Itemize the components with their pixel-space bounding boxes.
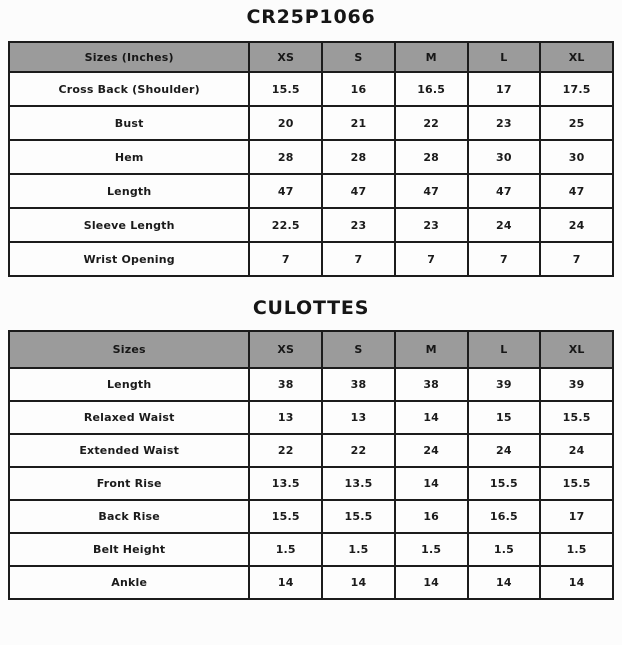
measurement-label: Relaxed Waist bbox=[9, 401, 249, 434]
size-column-header: XL bbox=[540, 42, 613, 72]
measurement-value: 16.5 bbox=[395, 72, 468, 106]
garment-size-table bbox=[8, 41, 614, 277]
measurement-value: 7 bbox=[249, 242, 322, 276]
measurement-value: 14 bbox=[395, 401, 468, 434]
measurement-value: 17 bbox=[540, 500, 613, 533]
measurement-value: 39 bbox=[540, 368, 613, 401]
table-row bbox=[9, 208, 613, 242]
size-column-header: XL bbox=[540, 331, 613, 368]
measurement-value: 16.5 bbox=[468, 500, 541, 533]
size-column-header: XS bbox=[249, 331, 322, 368]
measurement-value: 23 bbox=[395, 208, 468, 242]
measurement-value: 47 bbox=[395, 174, 468, 208]
measurement-value: 13.5 bbox=[249, 467, 322, 500]
culottes-title: CULOTTES bbox=[252, 297, 370, 319]
size-column-header: S bbox=[322, 331, 395, 368]
measurement-column-header: Sizes bbox=[9, 331, 249, 368]
measurement-value: 7 bbox=[322, 242, 395, 276]
measurement-value: 1.5 bbox=[249, 533, 322, 566]
measurement-value: 1.5 bbox=[395, 533, 468, 566]
measurement-value: 15.5 bbox=[540, 401, 613, 434]
measurement-value: 28 bbox=[322, 140, 395, 174]
measurement-value: 38 bbox=[249, 368, 322, 401]
table-row bbox=[9, 72, 613, 106]
measurement-value: 17 bbox=[468, 72, 541, 106]
measurement-value: 20 bbox=[249, 106, 322, 140]
measurement-value: 15 bbox=[468, 401, 541, 434]
measurement-value: 14 bbox=[395, 566, 468, 599]
measurement-value: 22 bbox=[395, 106, 468, 140]
measurement-value: 14 bbox=[249, 566, 322, 599]
measurement-value: 24 bbox=[468, 208, 541, 242]
measurement-value: 7 bbox=[395, 242, 468, 276]
header-row bbox=[9, 42, 613, 72]
measurement-column-header: Sizes (Inches) bbox=[9, 42, 249, 72]
table-row bbox=[9, 434, 613, 467]
measurement-value: 15.5 bbox=[322, 500, 395, 533]
measurement-value: 47 bbox=[249, 174, 322, 208]
table-row bbox=[9, 106, 613, 140]
measurement-label: Extended Waist bbox=[9, 434, 249, 467]
measurement-label: Length bbox=[9, 368, 249, 401]
measurement-value: 14 bbox=[540, 566, 613, 599]
measurement-value: 24 bbox=[468, 434, 541, 467]
measurement-value: 15.5 bbox=[249, 72, 322, 106]
measurement-value: 15.5 bbox=[540, 467, 613, 500]
measurement-label: Front Rise bbox=[9, 467, 249, 500]
measurement-label: Ankle bbox=[9, 566, 249, 599]
size-column-header: M bbox=[395, 331, 468, 368]
measurement-value: 13 bbox=[322, 401, 395, 434]
measurement-value: 14 bbox=[395, 467, 468, 500]
table-row bbox=[9, 467, 613, 500]
measurement-value: 1.5 bbox=[468, 533, 541, 566]
measurement-value: 28 bbox=[395, 140, 468, 174]
measurement-value: 24 bbox=[395, 434, 468, 467]
measurement-value: 24 bbox=[540, 208, 613, 242]
measurement-label: Sleeve Length bbox=[9, 208, 249, 242]
measurement-value: 22.5 bbox=[249, 208, 322, 242]
measurement-label: Length bbox=[9, 174, 249, 208]
measurement-value: 7 bbox=[540, 242, 613, 276]
measurement-value: 14 bbox=[322, 566, 395, 599]
measurement-value: 22 bbox=[322, 434, 395, 467]
table-row bbox=[9, 140, 613, 174]
measurement-label: Cross Back (Shoulder) bbox=[9, 72, 249, 106]
table-row bbox=[9, 368, 613, 401]
measurement-value: 1.5 bbox=[540, 533, 613, 566]
measurement-value: 13.5 bbox=[322, 467, 395, 500]
size-column-header: XS bbox=[249, 42, 322, 72]
measurement-label: Belt Height bbox=[9, 533, 249, 566]
measurement-value: 22 bbox=[249, 434, 322, 467]
measurement-value: 25 bbox=[540, 106, 613, 140]
measurement-value: 23 bbox=[468, 106, 541, 140]
table-row bbox=[9, 533, 613, 566]
table-row bbox=[9, 174, 613, 208]
measurement-value: 23 bbox=[322, 208, 395, 242]
measurement-value: 38 bbox=[395, 368, 468, 401]
measurement-label: Back Rise bbox=[9, 500, 249, 533]
measurement-value: 7 bbox=[468, 242, 541, 276]
measurement-value: 30 bbox=[468, 140, 541, 174]
style-code-title: CR25P1066 bbox=[246, 6, 376, 28]
measurement-value: 15.5 bbox=[468, 467, 541, 500]
table-row bbox=[9, 500, 613, 533]
measurement-value: 47 bbox=[322, 174, 395, 208]
size-column-header: L bbox=[468, 331, 541, 368]
measurement-value: 16 bbox=[395, 500, 468, 533]
measurement-value: 28 bbox=[249, 140, 322, 174]
measurement-label: Hem bbox=[9, 140, 249, 174]
culottes-size-table bbox=[8, 330, 614, 600]
measurement-label: Wrist Opening bbox=[9, 242, 249, 276]
table-row bbox=[9, 242, 613, 276]
table-row bbox=[9, 401, 613, 434]
header-row bbox=[9, 331, 613, 368]
table-row bbox=[9, 566, 613, 599]
size-column-header: L bbox=[468, 42, 541, 72]
measurement-value: 39 bbox=[468, 368, 541, 401]
size-column-header: S bbox=[322, 42, 395, 72]
measurement-value: 14 bbox=[468, 566, 541, 599]
measurement-value: 38 bbox=[322, 368, 395, 401]
measurement-value: 24 bbox=[540, 434, 613, 467]
measurement-value: 47 bbox=[540, 174, 613, 208]
measurement-value: 30 bbox=[540, 140, 613, 174]
measurement-label: Bust bbox=[9, 106, 249, 140]
measurement-value: 15.5 bbox=[249, 500, 322, 533]
measurement-value: 47 bbox=[468, 174, 541, 208]
measurement-value: 17.5 bbox=[540, 72, 613, 106]
measurement-value: 16 bbox=[322, 72, 395, 106]
size-column-header: M bbox=[395, 42, 468, 72]
measurement-value: 13 bbox=[249, 401, 322, 434]
measurement-value: 21 bbox=[322, 106, 395, 140]
measurement-value: 1.5 bbox=[322, 533, 395, 566]
